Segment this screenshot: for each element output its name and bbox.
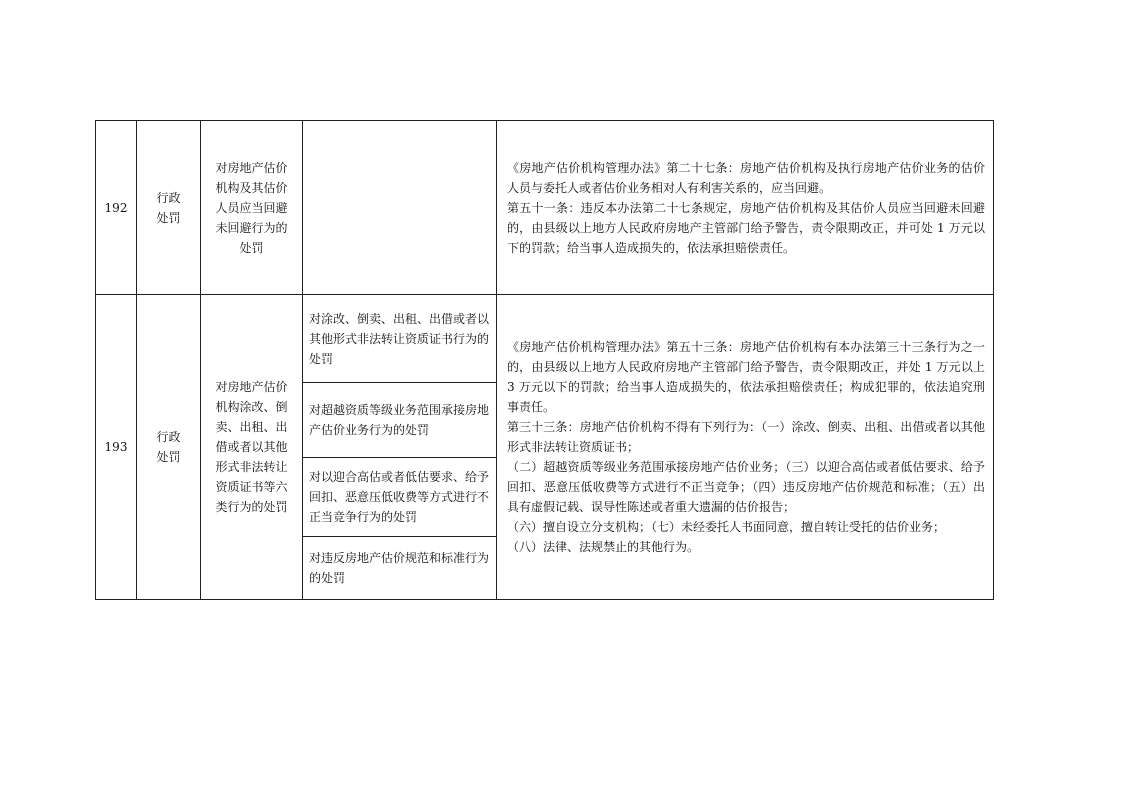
row-number: 193 bbox=[96, 295, 137, 600]
basis-paragraph: 《房地产估价机构管理办法》第二十七条：房地产估价机构及执行房地产估价业务的估价人员与委托人或者估价业务相对人有利害关系的，应当回避。 bbox=[507, 160, 985, 195]
basis-paragraph: （二）超越资质等级业务范围承接房地产估价业务；（三）以迎合高估或者低估要求、给予回扣、恶意压低收费等方式进行不正当竞争；（四）违反房地产估价规范和标准；（五）出具有虚假记载、误导性陈述或者重大遗漏的估价报告； bbox=[507, 460, 985, 514]
item-name: 对房地产估价机构涂改、倒卖、出租、出借或者以其他形式非法转让资质证书等六类行为的处罚 bbox=[201, 295, 303, 600]
basis-paragraph: 第五十一条：违反本办法第二十七条规定，房地产估价机构及其估价人员应当回避未回避的，由县级以上地方人民政府房地产主管部门给予警告，责令限期改正，并可处 1 万元以下的罚款；给当事人造成损失的，依法承担赔偿责任。 bbox=[507, 200, 985, 255]
sub-item: 对以迎合高估或者低估要求、给予回扣、恶意压低收费等方式进行不正当竞争行为的处罚 bbox=[303, 458, 497, 537]
basis-paragraph: 第三十三条：房地产估价机构不得有下列行为：（一）涂改、倒卖、出租、出借或者以其他形式非法转让资质证书； bbox=[507, 420, 985, 454]
legal-basis bbox=[497, 295, 994, 600]
sub-item: 对超越资质等级业务范围承接房地产估价业务行为的处罚 bbox=[303, 383, 497, 458]
basis-paragraph: （六）擅自设立分支机构；（七）未经委托人书面同意，擅自转让受托的估价业务； bbox=[507, 520, 946, 534]
legal-basis bbox=[497, 121, 994, 295]
sub-item bbox=[303, 121, 497, 295]
penalty-type: 行政处罚 bbox=[137, 121, 201, 295]
sub-item: 对违反房地产估价规范和标准行为的处罚 bbox=[303, 537, 497, 600]
row-number: 192 bbox=[96, 121, 137, 295]
basis-paragraph: 《房地产估价机构管理办法》第五十三条：房地产估价机构有本办法第三十三条行为之一的，由县级以上地方人民政府房地产主管部门给予警告，责令限期改正，并处 1 万元以上 3 万元以下的罚款；给当事人造成损失的，依法承担赔偿责任；构成犯罪的，依法追究刑事责任。 bbox=[507, 340, 985, 414]
table-row bbox=[96, 295, 994, 383]
sub-item: 对涂改、倒卖、出租、出借或者以其他形式非法转让资质证书行为的处罚 bbox=[303, 295, 497, 383]
penalty-type: 行政处罚 bbox=[137, 295, 201, 600]
basis-paragraph: （八）法律、法规禁止的其他行为。 bbox=[507, 540, 700, 554]
table-row bbox=[96, 121, 994, 295]
item-name: 对房地产估价机构及其估价人员应当回避未回避行为的处罚 bbox=[201, 121, 303, 295]
penalty-table bbox=[95, 120, 994, 600]
